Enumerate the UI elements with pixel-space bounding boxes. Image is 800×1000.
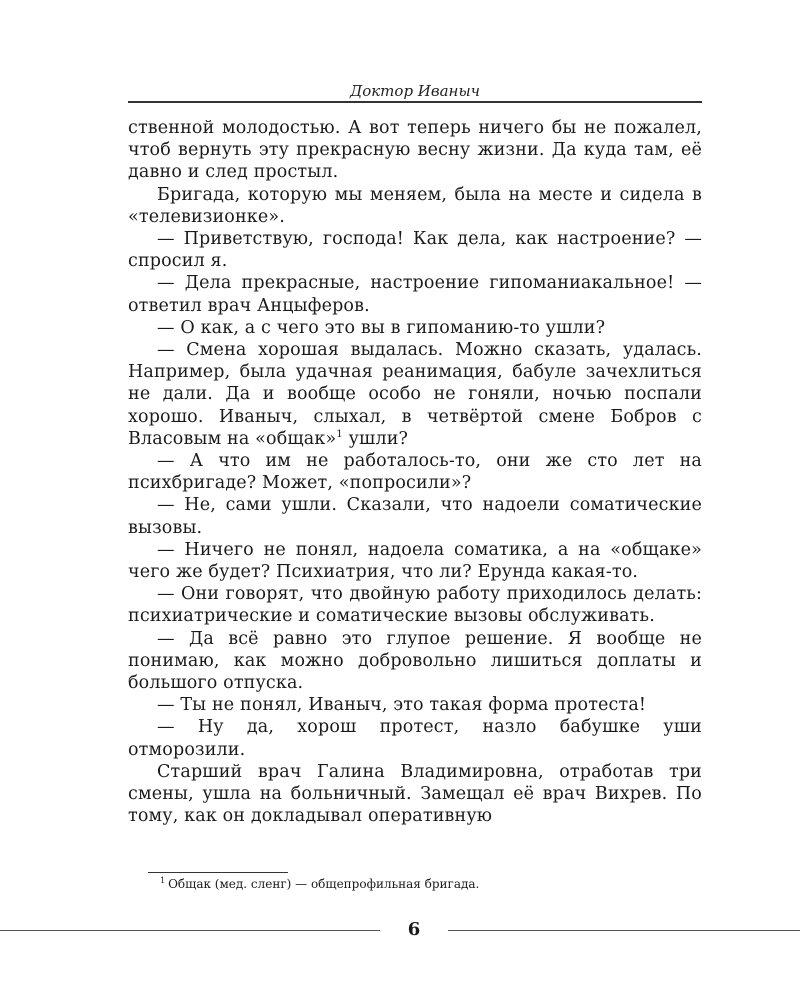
footnote-reference[interactable]: 1 [336, 429, 343, 441]
footer-rule-right [448, 930, 800, 931]
page-number: 6 [407, 919, 421, 940]
paragraph: — Дела прекрасные, настроение гипоманиакальное! — ответил врач Анцыферов. [128, 273, 702, 316]
paragraph: — Ничего не понял, надоела соматика, а на «общаке» чего же будет? Психиатрия, что ли? Ерунда какая-то. [128, 539, 702, 583]
paragraph-with-footnote [128, 339, 702, 450]
footer-rule-left [0, 930, 380, 931]
paragraph: — А что им не работалось-то, они же сто лет на психбригаде? Может, «попросили»? [128, 451, 702, 494]
footnote-number: 1 [160, 876, 166, 885]
paragraph: — О как, а с чего это вы в гипоманию-то ушли? [157, 317, 606, 338]
running-header: Доктор Иваныч [350, 82, 480, 100]
header-rule [128, 101, 702, 103]
footnote [160, 877, 700, 891]
footnote-rule [148, 872, 288, 873]
paragraph: — Не, сами ушли. Сказали, что надоели соматические вызовы. [128, 495, 702, 538]
paragraph: — Ну да, хорош протест, назло бабушке уши отморозили. [128, 717, 702, 760]
paragraph: — Они говорят, что двойную работу приходилось делать: психиатрические и соматические вызовы обслуживать. [128, 584, 702, 627]
paragraph: — Да всё равно это глупое решение. Я вообще не понимаю, как можно добровольно лишиться доплаты и большого отпуска. [128, 628, 702, 694]
paragraph: Бригада, которую мы меняем, была на месте и сидела в «телевизионке». [128, 184, 702, 227]
paragraph: — Ты не понял, Иваныч, это такая форма протеста! [157, 695, 647, 716]
paragraph: — Приветствую, господа! Как дела, как настроение? — спросил я. [128, 229, 702, 272]
footnote-text: Общак (мед. сленг) — общепрофильная бригада. [168, 877, 480, 891]
paragraph: Старший врач Галина Владимировна, отработав три смены, ушла на больничный. Замещал её врач Вихрев. По тому, как он докладывал оперативную [128, 761, 702, 827]
body-text [128, 117, 702, 828]
paragraph-text: — Смена хорошая выдалась. Можно сказать, удалась. Например, была удачная реанимация, бабуле зачехлиться не дали. Да и вообще особо не гоняли, ночью поспали хорошо. Иваныч, слыхал, в четвёртой смене Бобров с Власовым на «общак» [128, 340, 702, 449]
paragraph-text-tail: ушли? [342, 428, 409, 449]
paragraph: ственной молодостью. А вот теперь ничего бы не пожалел, чтоб вернуть эту прекрасную весну жизни. Да куда там, её давно и след простыл. [128, 118, 702, 183]
